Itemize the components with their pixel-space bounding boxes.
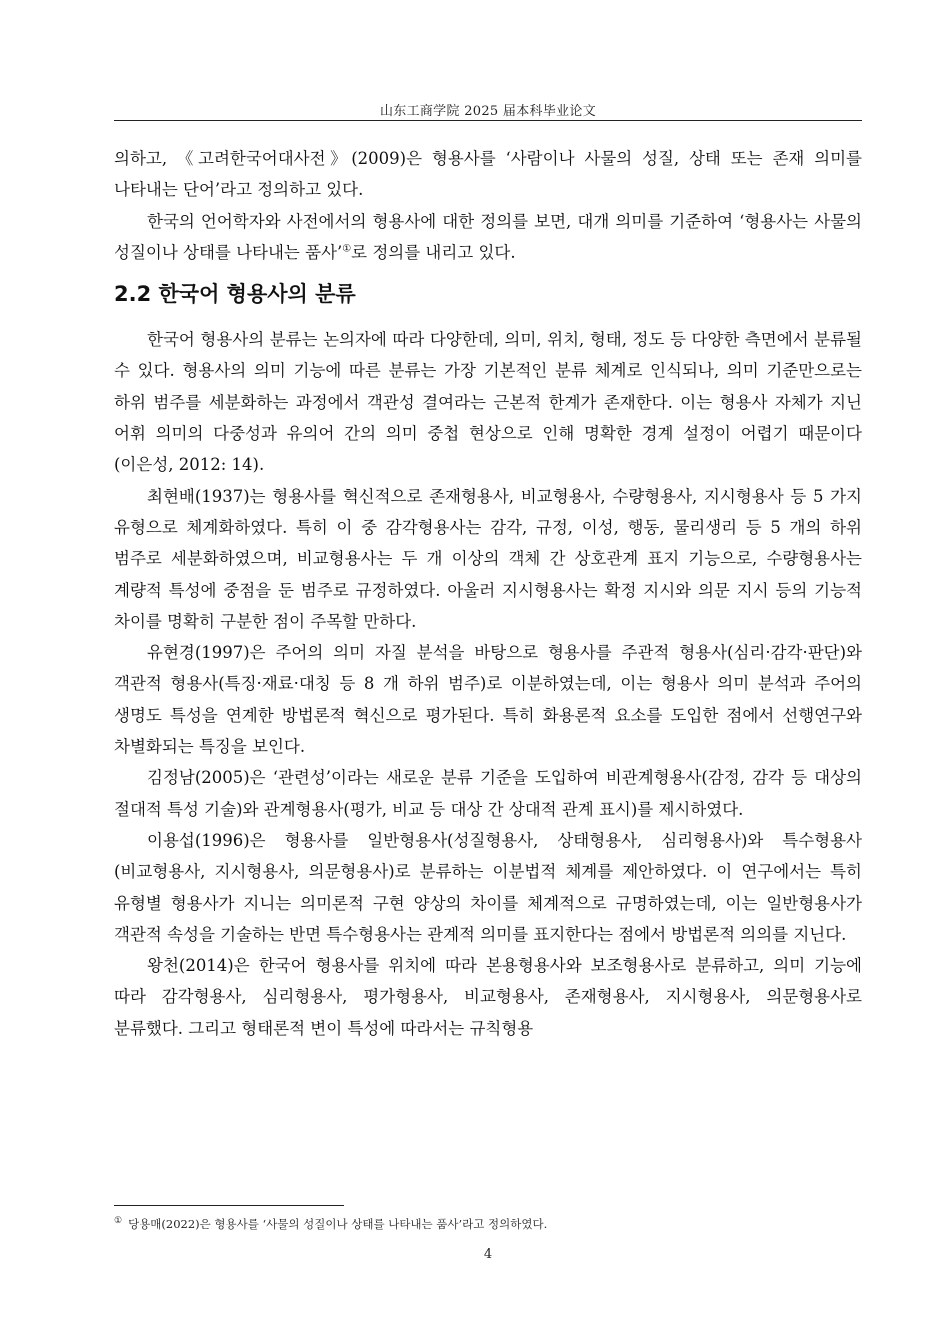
paragraph-text: 로 정의를 내리고 있다. (351, 242, 516, 262)
section-heading: 2.2 한국어 형용사의 분류 (114, 282, 356, 307)
footnote-reference[interactable]: ① (342, 243, 352, 255)
paragraph-lee-yongseop: 이용섭(1996)은 형용사를 일반형용사(성질형용사, 상태형용사, 심리형용사)와 특수형용사(비교형용사, 지시형용사, 의문형용사)로 분류하는 이분법적 체계를 제안하였다. 이 연구에서는 특히 유형별 형용사가 지니는 의미론적 구현 양상의 차이를 체계적으로 규명하였는데, 이는 일반형용사가 객관적 속성을 기술하는 반면 특수형용사는 관계적 의미를 표지한다는 점에서 방법론적 의의를 지닌다. (114, 830, 862, 944)
paragraph-yu-hyeongyeong: 유현경(1997)은 주어의 의미 자질 분석을 바탕으로 형용사를 주관적 형용사(심리·감각·판단)와 객관적 형용사(특징·재료·대칭 등 8 개 하위 범주)로 이분하였는데, 이는 형용사 의미 분석과 주어의 생명도 특성을 연계한 방법론적 혁신으로 평가된다. 특히 화용론적 요소를 도입한 점에서 선행연구와 차별화되는 특징을 보인다. (114, 643, 862, 757)
footnote-mark: ① (114, 1216, 123, 1226)
page-header: 山东工商学院 2025 届本科毕业论文 (379, 104, 597, 119)
page-body (114, 143, 862, 1044)
paragraph-kim-jeongnam: 김정남(2005)은 ‘관련성’이라는 새로운 분류 기준을 도입하여 비관계형용사(감정, 감각 등 대상의 절대적 특성 기술)와 관계형용사(평가, 비교 등 대상 간 상대적 관계 표시)를 제시하였다. (114, 768, 862, 819)
paragraph-classification-intro: 한국어 형용사의 분류는 논의자에 따라 다양한데, 의미, 위치, 형태, 정도 등 다양한 측면에서 분류될 수 있다. 형용사의 의미 기능에 따른 분류는 가장 기본적인 분류 체계로 인식되나, 의미 기준만으로는 하위 범주를 세분화하는 과정에서 객관성 결여라는 근본적 한계가 존재한다. 이는 형용사 자체가 지닌 어휘 의미의 다중성과 유의어 간의 의미 중첩 현상으로 인해 명확한 경계 설정이 어렵기 때문이다(이은성, 2012: 14). (114, 330, 862, 475)
paragraph-wang-cheon: 왕천(2014)은 한국어 형용사를 위치에 따라 본용형용사와 보조형용사로 분류하고, 의미 기능에 따라 감각형용사, 심리형용사, 평가형용사, 비교형용사, 존재형용사, 지시형용사, 의문형용사로 분류했다. 그리고 형태론적 변이 특성에 따라서는 규칙형용 (114, 956, 862, 1038)
paragraph-text: 한국의 언어학자와 사전에서의 형용사에 대한 정의를 보면, 대개 의미를 기준하여 ‘형용사는 사물의 성질이나 상태를 나타내는 품사’ (114, 211, 862, 262)
paragraph-continuation: 의하고, 《고려한국어대사전》(2009)은 형용사를 ‘사람이나 사물의 성질, 상태 또는 존재 의미를 나타내는 단어’라고 정의하고 있다. (114, 149, 862, 200)
footnote-text: 당용매(2022)은 형용사를 ‘사물의 성질이나 상태를 나타내는 품사’라고 정의하였다. (128, 1216, 548, 1231)
footnote-rule (114, 1205, 344, 1206)
header-rule (114, 120, 862, 121)
page-number: 4 (483, 1247, 493, 1262)
paragraph-definition (114, 206, 862, 269)
footnote (114, 1213, 862, 1232)
paragraph-choi-hyeonbae: 최현배(1937)는 형용사를 혁신적으로 존재형용사, 비교형용사, 수량형용사, 지시형용사 등 5 가지 유형으로 체계화하였다. 특히 이 중 감각형용사는 감각, 규정, 이성, 행동, 물리생리 등 5 개의 하위 범주로 세분화하였으며, 비교형용사는 두 개 이상의 객체 간 상호관계 표지 기능으로, 수량형용사는 계량적 특성에 중점을 둔 범주로 규정하였다. 아울러 지시형용사는 확정 지시와 의문 지시 등의 기능적 차이를 명확히 구분한 점이 주목할 만하다. (114, 486, 862, 631)
